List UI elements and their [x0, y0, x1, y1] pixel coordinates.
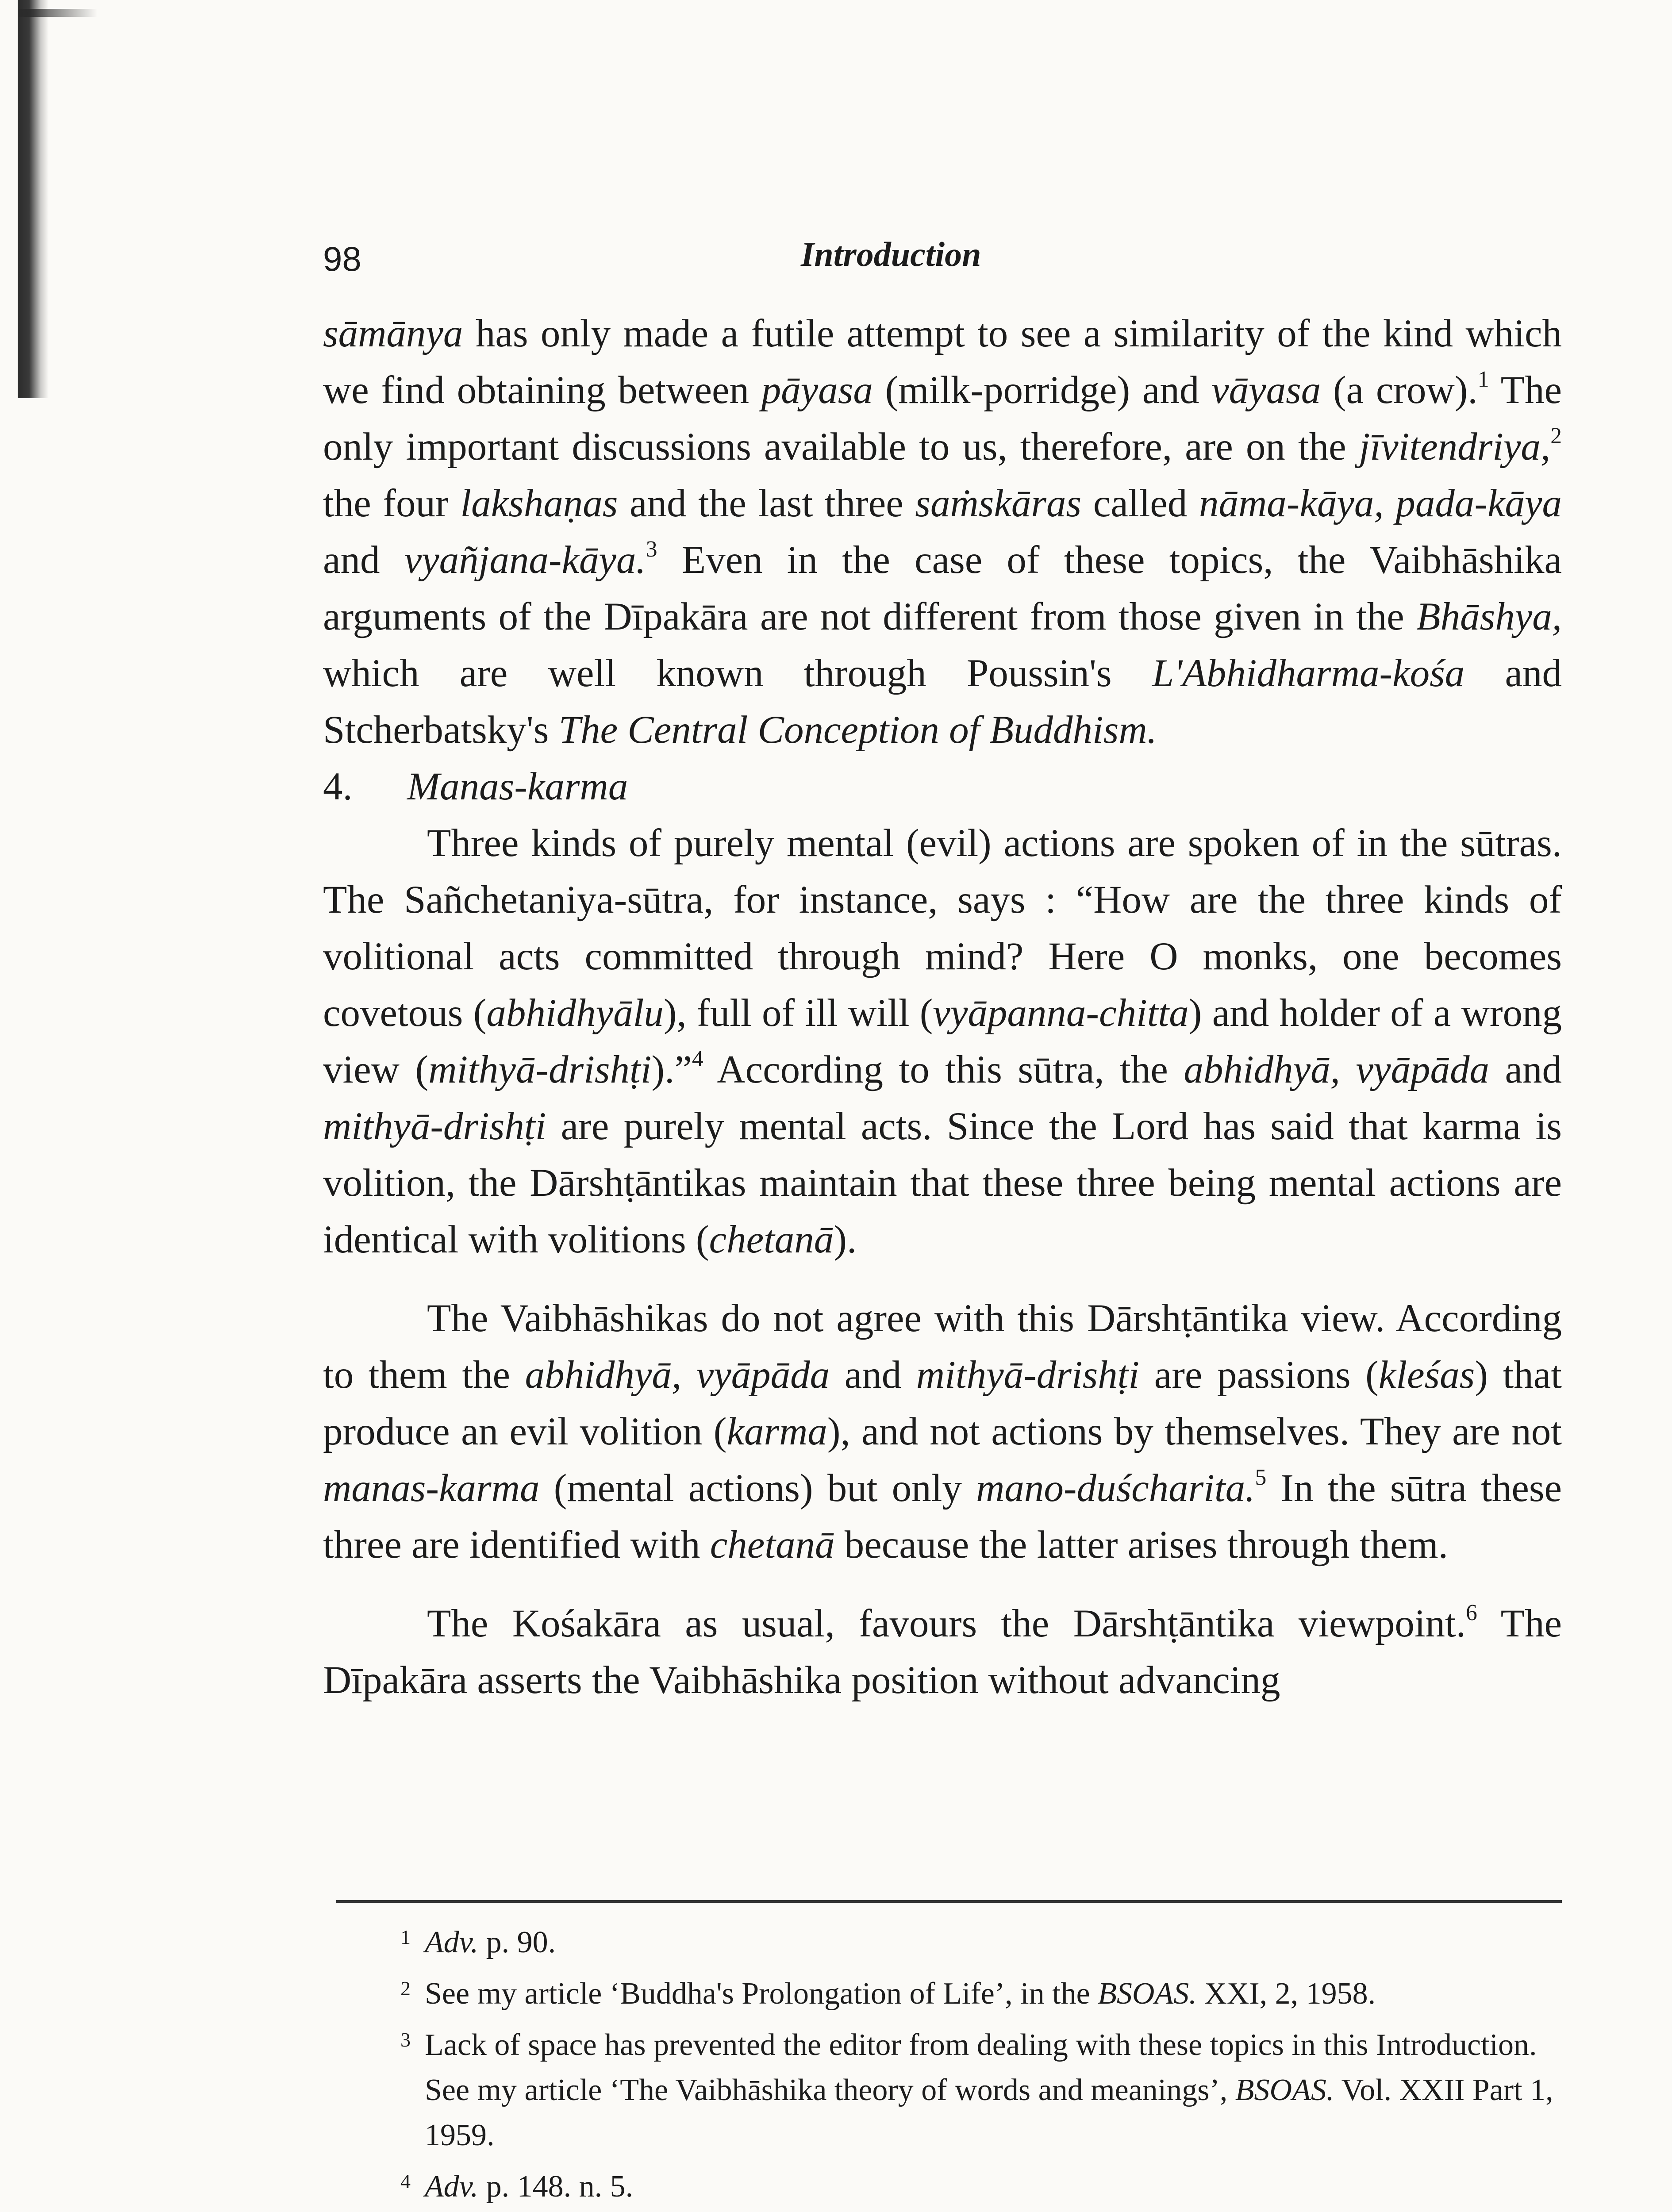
term: mano-duścharita. [976, 1467, 1255, 1510]
term: mithyā-drishṭi [428, 1048, 652, 1091]
text-run: and Stcherbatsky's [323, 652, 1562, 752]
text-run: which are well known through Poussin's [323, 652, 1152, 695]
footnote-2 [400, 1971, 1557, 2016]
footnote-ref: 3 [646, 536, 657, 562]
term: lakshaṇas [460, 482, 618, 525]
term: abhidhyā, vyāpāda [525, 1353, 830, 1397]
text-run: ), and not actions by themselves. They are not [827, 1410, 1562, 1453]
text-run: Even in the case of these topics, the Vaibhāshika arguments of the Dīpakāra are not different from those given in the [323, 538, 1562, 638]
term: abhidhyālu [486, 991, 664, 1035]
footnote-ref: 2 [1550, 423, 1562, 449]
term: manas-karma [323, 1467, 540, 1510]
term: pāyasa [761, 369, 873, 412]
footnote-ref: 6 [1466, 1600, 1477, 1625]
footnote-divider [336, 1900, 1562, 1903]
text-run: Vol. XXII Part 1, 1959. [425, 2073, 1553, 2152]
text-run: The only important discussions available to us, therefore, are on the [323, 369, 1562, 469]
term: chetanā [710, 1523, 835, 1567]
term: mithyā-drishṭi [916, 1353, 1140, 1397]
term: sāmānya [323, 312, 463, 355]
text-run: ) and holder of a wrong view ( [323, 991, 1562, 1091]
text-run: are passions ( [1139, 1353, 1379, 1397]
text-run: XXI, 2, 1958. [1196, 1977, 1376, 2011]
page-header [323, 234, 1562, 288]
footnote-1 [400, 1920, 1557, 1965]
text-run: The Dīpakāra asserts the Vaibhāshika position without advancing [323, 1602, 1562, 1702]
term: jīvitendriya, [1359, 425, 1551, 469]
text-run: and [1489, 1048, 1562, 1091]
footnote-ref: 4 [692, 1046, 703, 1071]
term: chetanā [709, 1218, 834, 1261]
footnote-ref: 1 [1477, 366, 1489, 392]
text-run: and the last three [618, 482, 915, 525]
journal-name: BSOAS. [1235, 2073, 1334, 2107]
term: mithyā-drishṭi [323, 1105, 546, 1148]
paragraph-1 [323, 305, 1562, 758]
footnote-3 [400, 2023, 1557, 2158]
source-abbrev: Adv. [425, 1925, 479, 1959]
page-number: 98 [323, 239, 361, 278]
footnote-mark [400, 2210, 411, 2212]
running-title: Introduction [801, 235, 981, 273]
text-run: (a crow). [1321, 369, 1478, 412]
paragraph-3 [323, 1290, 1562, 1573]
section-title: Manas-karma [407, 765, 628, 808]
scan-edge-top [18, 9, 97, 17]
footnote-mark: 1 [400, 1926, 411, 1948]
paragraph-4 [323, 1595, 1562, 1709]
body-text [323, 305, 1562, 1709]
text-run: has only made a futile attempt to see a similarity of the kind which we find obtaining between [323, 312, 1562, 412]
text-run: In the sūtra these three are identified with [323, 1467, 1562, 1567]
term: Bhāshya, [1416, 595, 1562, 638]
text-run: the four [323, 482, 461, 525]
term: vyañjana-kāya. [404, 538, 646, 582]
text-run: The Vaibhāshikas do not agree with this Dārshṭāntika view. According to them the [323, 1297, 1562, 1397]
text-run: are purely mental acts. Since the Lord has said that karma is volition, the Dārshṭāntikas maintain that these three being mental actions are identical with volitions ( [323, 1105, 1562, 1261]
journal-name: BSOAS. [1098, 1977, 1197, 2011]
term: karma [726, 1410, 827, 1453]
term: vyāpanna-chitta [933, 991, 1189, 1035]
book-title: The Central Conception of Buddhism. [558, 708, 1157, 752]
term: abhidhyā, vyāpāda [1184, 1048, 1489, 1091]
term: kleśas [1378, 1353, 1475, 1397]
footnote-mark: 3 [400, 2028, 411, 2051]
section-number: 4. [323, 765, 353, 808]
text-run: because the latter arises through them. [834, 1523, 1448, 1567]
term: vāyasa [1211, 369, 1321, 412]
text-run: ). [834, 1218, 857, 1261]
text-run: (mental actions) but only [539, 1467, 976, 1510]
paragraph-2 [323, 815, 1562, 1268]
footnote-mark: 4 [400, 2170, 411, 2193]
term: saṁskāras [915, 482, 1082, 525]
book-title: L'Abhidharma-kośa [1152, 652, 1465, 695]
text-run: called [1081, 482, 1199, 525]
text-run: The Kośakāra as usual, favours the Dārshṭāntika viewpoint. [427, 1602, 1466, 1645]
source-abbrev: Adv. [425, 2170, 479, 2204]
footnote-mark: 2 [400, 1977, 411, 2000]
scan-binding-shadow [18, 0, 49, 398]
text-run: ).” [651, 1048, 692, 1091]
text-run: (milk-porridge) and [873, 369, 1212, 412]
text-run: and [830, 1353, 916, 1397]
text-run: p. 148. n. 5. [478, 2170, 634, 2204]
footnote-4 [400, 2164, 1557, 2209]
footnotes [400, 1920, 1557, 2212]
text-run: p. 90. [478, 1925, 556, 1959]
text-run: Three kinds of purely mental (evil) actions are spoken of in the sūtras. The Sañchetaniya-sūtra, for instance, says : “How are the three kinds of volitional acts committed through mind? Here O monks, one becomes covetous ( [323, 822, 1562, 1035]
text-run: ) that produce an evil volition ( [323, 1353, 1562, 1453]
text-run: ), full of ill will ( [663, 991, 933, 1035]
text-run: According to this sūtra, the [703, 1048, 1184, 1091]
section-heading [323, 758, 1562, 815]
text-run: See my article ‘Buddha's Prolongation of Life’, in the [425, 1977, 1098, 2011]
term: nāma-kāya, pada-kāya [1199, 482, 1562, 525]
text-run: and [323, 538, 404, 582]
footnote-ref: 5 [1255, 1464, 1267, 1490]
text-run: Lack of space has prevented the editor from dealing with these topics in this Introduction. See my article ‘The Vaibhāshika theory of words and meanings’, [425, 2028, 1537, 2107]
